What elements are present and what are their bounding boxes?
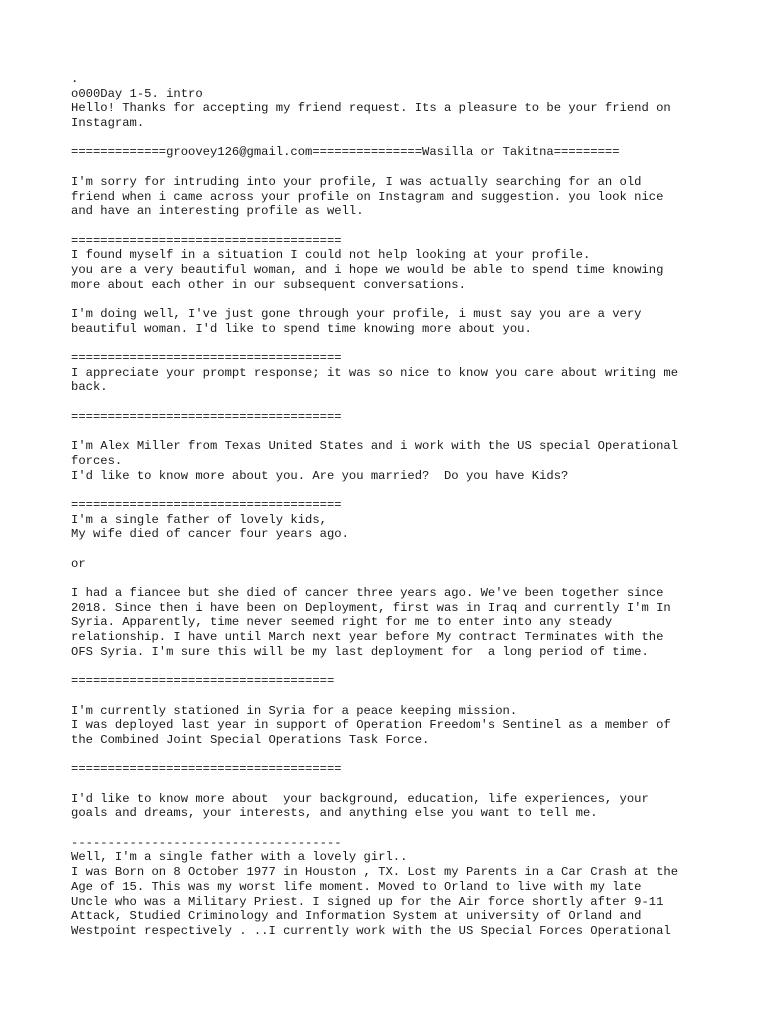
text-line: goals and dreams, your interests, and anything else you want to tell me.: [71, 806, 598, 821]
text-line: Westpoint respectively . ..I currently work with the US Special Forces Operational: [71, 923, 671, 938]
text-line: [71, 336, 728, 351]
text-line: or: [71, 556, 86, 571]
text-line: [71, 748, 728, 763]
text-line: =============groovey126@gmail.com===============Wasilla or Takitna=========: [71, 145, 620, 160]
text-line: [71, 483, 728, 498]
text-line: and have an interesting profile as well.: [71, 204, 364, 219]
text-line: [71, 131, 728, 146]
text-line: =====================================: [71, 762, 342, 777]
text-line: I'd like to know more about you. Are you married? Do you have Kids?: [71, 468, 569, 483]
text-line: I'm currently stationed in Syria for a peace keeping mission.: [71, 703, 518, 718]
text-line: =====================================: [71, 351, 342, 366]
text-line: 2018. Since then i have been on Deployment, first was in Iraq and currently I'm In: [71, 600, 671, 615]
text-line: [71, 160, 728, 175]
text-line: My wife died of cancer four years ago.: [71, 527, 349, 542]
text-line: [71, 292, 728, 307]
text-line: o000Day 1-5. intro: [71, 86, 203, 101]
text-line: [71, 542, 728, 557]
text-line: [71, 689, 728, 704]
text-line: Attack, Studied Criminology and Information System at university of Orland and: [71, 909, 642, 924]
text-line: Hello! Thanks for accepting my friend request. Its a pleasure to be your friend on: [71, 101, 671, 116]
text-line: relationship. I have until March next year before My contract Terminates with the: [71, 630, 664, 645]
text-line: ====================================: [71, 674, 335, 689]
text-line: I found myself in a situation I could not help looking at your profile.: [71, 248, 591, 263]
text-line: Syria. Apparently, time never seemed right for me to enter into any steady: [71, 615, 613, 630]
text-line: more about each other in our subsequent conversations.: [71, 277, 466, 292]
text-line: Instagram.: [71, 116, 145, 131]
text-line: I'd like to know more about your background, education, life experiences, your: [71, 791, 649, 806]
text-line: =====================================: [71, 409, 342, 424]
text-line: Uncle who was a Military Priest. I signed up for the Air force shortly after 9-11: [71, 894, 664, 909]
text-line: [71, 425, 728, 440]
text-line: [71, 660, 728, 675]
text-line: I appreciate your prompt response; it was so nice to know you care about writing me: [71, 365, 679, 380]
text-line: you are a very beautiful woman, and i hope we would be able to spend time knowing: [71, 262, 664, 277]
text-line: [71, 395, 728, 410]
text-line: [71, 219, 728, 234]
text-line: I had a fiancee but she died of cancer three years ago. We've been together since: [71, 586, 664, 601]
text-line: I'm a single father of lovely kids,: [71, 512, 327, 527]
text-line: beautiful woman. I'd like to spend time knowing more about you.: [71, 321, 532, 336]
document-body: [71, 72, 728, 939]
text-line: .: [71, 72, 79, 86]
text-line: Age of 15. This was my worst life moment. Moved to Orland to live with my late: [71, 879, 642, 894]
text-line: [71, 821, 728, 836]
text-line: OFS Syria. I'm sure this will be my last deployment for a long period of time.: [71, 644, 649, 659]
text-line: I was deployed last year in support of Operation Freedom's Sentinel as a member of: [71, 718, 671, 733]
text-line: back.: [71, 380, 108, 395]
text-line: -------------------------------------: [71, 835, 342, 850]
text-line: Well, I'm a single father with a lovely girl..: [71, 850, 408, 865]
text-line: [71, 571, 728, 586]
text-line: I'm sorry for intruding into your profile, I was actually searching for an old: [71, 174, 642, 189]
text-line: [71, 777, 728, 792]
text-line: I'm Alex Miller from Texas United States and i work with the US special Operational: [71, 439, 679, 454]
text-line: forces.: [71, 453, 123, 468]
text-line: =====================================: [71, 497, 342, 512]
text-line: friend when i came across your profile on Instagram and suggestion. you look nice: [71, 189, 664, 204]
text-line: I'm doing well, I've just gone through your profile, i must say you are a very: [71, 307, 642, 321]
text-line: the Combined Joint Special Operations Task Force.: [71, 732, 430, 747]
text-line: I was Born on 8 October 1977 in Houston , TX. Lost my Parents in a Car Crash at the: [71, 865, 679, 880]
text-line: =====================================: [71, 233, 342, 248]
